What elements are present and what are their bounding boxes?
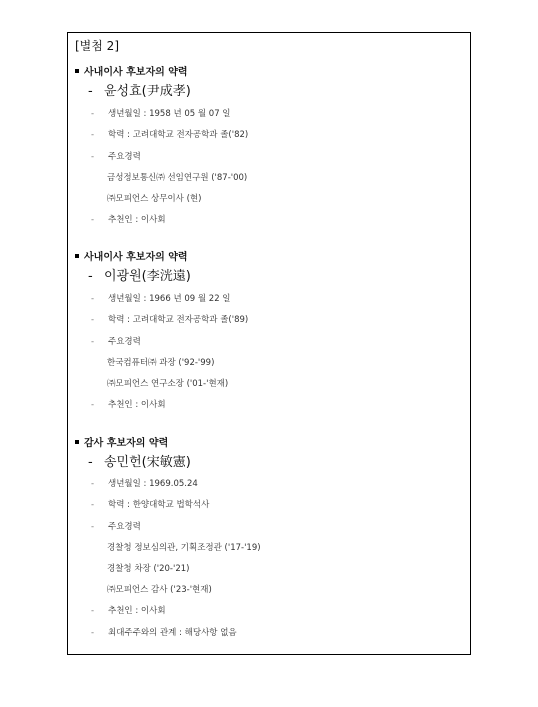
dash-marker: - bbox=[91, 479, 95, 489]
dash-marker: - bbox=[91, 215, 95, 225]
list-item bbox=[91, 335, 141, 347]
dash-marker: - bbox=[88, 269, 93, 284]
candidate-name bbox=[88, 80, 191, 99]
dash-marker: - bbox=[91, 606, 95, 616]
dash-marker: - bbox=[91, 500, 95, 510]
section-heading bbox=[75, 248, 188, 263]
dash-marker: - bbox=[91, 109, 95, 119]
career-label: 주요경력 bbox=[108, 337, 141, 347]
career-entry: 경찰청 차장 ('20-'21) bbox=[107, 564, 190, 574]
recommender: 추천인 : 이사회 bbox=[108, 400, 166, 410]
candidate-name-text: 이광원(李洸遠) bbox=[104, 269, 191, 284]
dash-marker: - bbox=[91, 294, 95, 304]
birthdate: 생년월일 : 1958 년 05 월 07 일 bbox=[108, 109, 231, 119]
list-item bbox=[91, 107, 231, 119]
section-heading-text: 감사 후보자의 약력 bbox=[84, 438, 169, 449]
career-entry: ㈜모피언스 연구소장 ('01-'현재) bbox=[107, 379, 229, 389]
dash-marker: - bbox=[91, 130, 95, 140]
dash-marker: - bbox=[88, 455, 93, 470]
list-item bbox=[91, 398, 166, 410]
career-label: 주요경력 bbox=[108, 522, 141, 532]
list-item bbox=[91, 520, 141, 532]
section-heading-text: 사내이사 후보자의 약력 bbox=[84, 252, 188, 263]
career-entry: 금성정보통신㈜ 선임연구원 ('87-'00) bbox=[107, 173, 248, 183]
list-item bbox=[91, 498, 209, 510]
list-item bbox=[91, 292, 231, 304]
square-bullet-icon bbox=[75, 69, 79, 73]
list-item bbox=[91, 626, 237, 638]
career-label: 주요경력 bbox=[108, 152, 141, 162]
education: 학력 : 고려대학교 전자공학과 졸('89) bbox=[108, 315, 249, 325]
candidate-name bbox=[88, 265, 191, 284]
square-bullet-icon bbox=[75, 254, 79, 258]
candidate-name-text: 윤성효(尹成孝) bbox=[104, 84, 191, 99]
dash-marker: - bbox=[91, 337, 95, 347]
birthdate: 생년월일 : 1969.05.24 bbox=[108, 479, 198, 489]
shareholder-relation: 최대주주와의 관계 : 해당사항 없음 bbox=[108, 628, 237, 638]
list-item bbox=[91, 150, 141, 162]
list-item bbox=[91, 213, 166, 225]
dash-marker: - bbox=[91, 400, 95, 410]
career-entry: ㈜모피언스 상무이사 (현) bbox=[107, 194, 202, 204]
attachment-title: [별첨 2] bbox=[75, 39, 119, 53]
recommender: 추천인 : 이사회 bbox=[108, 606, 166, 616]
list-item bbox=[91, 477, 198, 489]
section-heading-text: 사내이사 후보자의 약력 bbox=[84, 67, 188, 78]
dash-marker: - bbox=[91, 628, 95, 638]
section-heading bbox=[75, 434, 168, 449]
career-entry: ㈜모피언스 감사 ('23-'현재) bbox=[107, 585, 212, 595]
section-heading bbox=[75, 63, 188, 78]
education: 학력 : 고려대학교 전자공학과 졸('82) bbox=[108, 130, 249, 140]
square-bullet-icon bbox=[75, 440, 79, 444]
candidate-name bbox=[88, 451, 191, 470]
list-item bbox=[91, 604, 166, 616]
education: 학력 : 한양대학교 법학석사 bbox=[108, 500, 210, 510]
birthdate: 생년월일 : 1966 년 09 월 22 일 bbox=[108, 294, 231, 304]
dash-marker: - bbox=[91, 522, 95, 532]
list-item bbox=[91, 313, 248, 325]
candidate-name-text: 송민헌(宋敏憲) bbox=[104, 455, 191, 470]
dash-marker: - bbox=[91, 315, 95, 325]
career-entry: 경찰청 정보심의관, 기획조정관 ('17-'19) bbox=[107, 543, 261, 553]
career-entry: 한국컴퓨터㈜ 과장 ('92-'99) bbox=[107, 358, 215, 368]
dash-marker: - bbox=[91, 152, 95, 162]
list-item bbox=[91, 128, 248, 140]
dash-marker: - bbox=[88, 84, 93, 99]
recommender: 추천인 : 이사회 bbox=[108, 215, 166, 225]
